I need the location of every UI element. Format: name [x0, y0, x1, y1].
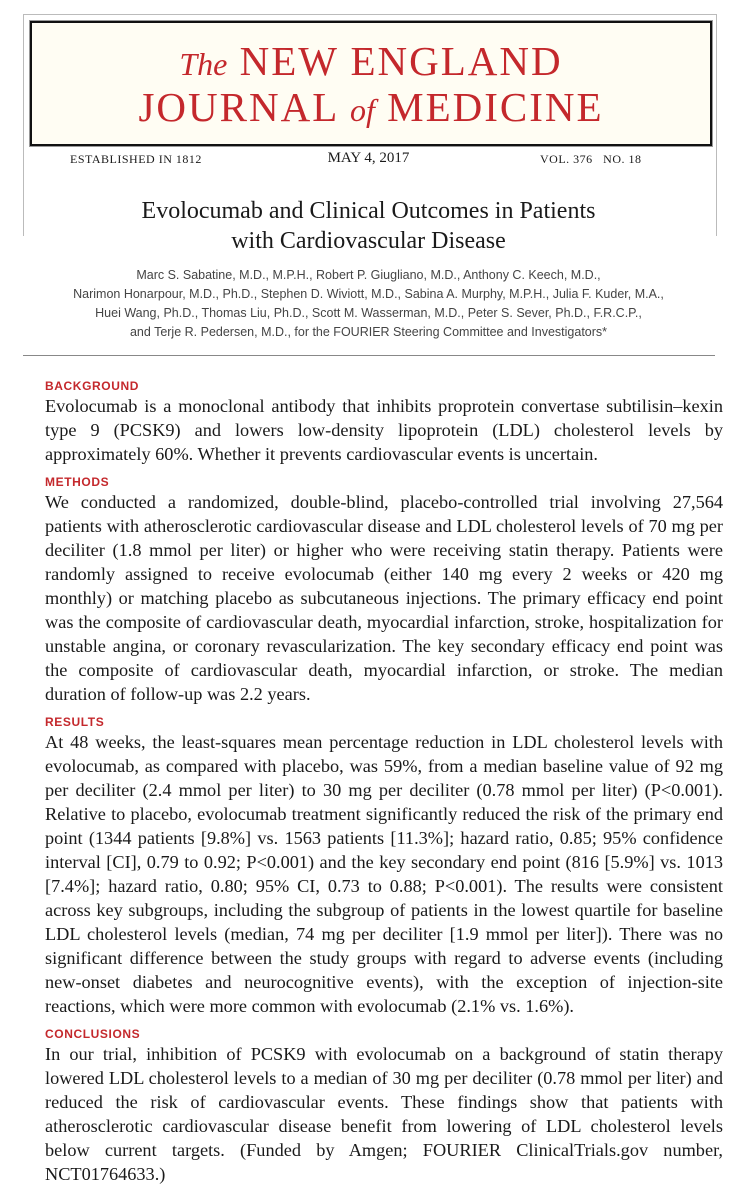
results-text: At 48 weeks, the least-squares mean percentage reduction in LDL cholesterol levels with evolocumab, as compared with placebo, was 59%, from a median baseline value of 92 mg per deciliter (2.4 mmol per liter) to 30 mg per deciliter (0.78 mmol per liter) (P<0.001). Relative to placebo, evolocumab treatment significantly reduced the risk of the primary end point (1344 patients [9.8%] vs. 1563 patients [11.3%]; hazard ratio, 0.85; 95% confidence interval [CI], 0.79 to 0.92; P<0.001) and the key secondary end point (816 [5.9%] vs. 1013 [7.4%]; hazard ratio, 0.80; 95% CI, 0.73 to 0.88; P<0.001). The results were consistent across key subgroups, including the subgroup of patients in the lowest quartile for baseline LDL cholesterol levels (median, 74 mg per deciliter [1.9 mmol per liter]). There was no significant difference between the study groups with regard to adverse events (including new-onset diabetes and neurocognitive events), with the exception of injection-site reactions, which were more common with evolocumab (2.1% vs. 1.6%). — [45, 732, 723, 1016]
background-text: Evolocumab is a monoclonal antibody that inhibits proprotein convertase subtilisin–kexin type 9 (PCSK9) and lowers low-density lipoprotein (LDL) cholesterol levels by approximately 60%. Whether it prevents cardiovascular events is uncertain. — [45, 396, 723, 464]
divider — [23, 355, 715, 356]
journal-masthead — [30, 21, 712, 146]
abstract — [45, 370, 723, 1186]
volume-number: VOL. 376 NO. 18 — [540, 152, 642, 166]
methods-text: We conducted a randomized, double-blind, placebo-controlled trial involving 27,564 patients with atherosclerotic cardiovascular disease and LDL cholesterol levels of 70 mg per deciliter (1.8 mmol per liter) or higher who were receiving statin therapy. Patients were randomly assigned to receive evolocumab (either 140 mg every 2 weeks or 420 mg monthly) or matching placebo as subcutaneous injections. The primary efficacy end point was the composite of cardiovascular death, myocardial infarction, stroke, hospitalization for unstable angina, or coronary revascularization. The key secondary efficacy end point was the composite of cardiovascular death, myocardial infarction, or stroke. The median duration of follow-up was 2.2 years. — [45, 492, 723, 704]
conclusions-heading: CONCLUSIONS — [45, 1027, 141, 1041]
issue-date: MAY 4, 2017 — [327, 150, 410, 166]
masthead-line-1: The NEW ENGLAND — [179, 38, 563, 84]
background-heading: BACKGROUND — [45, 379, 139, 393]
established-label: ESTABLISHED IN 1812 — [70, 152, 202, 166]
masthead-line-2: JOURNAL of MEDICINE — [138, 84, 604, 130]
article-title: Evolocumab and Clinical Outcomes in Patients with Cardiovascular Disease — [141, 198, 596, 254]
author-list: Marc S. Sabatine, M.D., M.P.H., Robert P. Giugliano, M.D., Anthony C. Keech, M.D., Narimon Honarpour, M.D., Ph.D., Stephen D. Wiviott, M.D., Sabina A. Murphy, M.P.H., Julia F. Kuder, M.A., Huei Wang, Ph.D., Thomas Liu, Ph.D., Scott M. Wasserman, M.D., Peter S. Sever, Ph.D., F.R.C.P., and Terje R. Pedersen, M.D., for the FOURIER Steering Committee and Investigators* — [73, 268, 664, 339]
methods-heading: METHODS — [45, 475, 110, 489]
results-heading: RESULTS — [45, 715, 105, 729]
conclusions-text: In our trial, inhibition of PCSK9 with evolocumab on a background of statin therapy lowered LDL cholesterol levels to a median of 30 mg per deciliter (0.78 mmol per liter) and reduced the risk of cardiovascular events. These findings show that patients with atherosclerotic cardiovascular disease benefit from lowering of LDL cholesterol levels below current targets. (Funded by Amgen; FOURIER ClinicalTrials.gov number, NCT01764633.) — [45, 1044, 723, 1184]
